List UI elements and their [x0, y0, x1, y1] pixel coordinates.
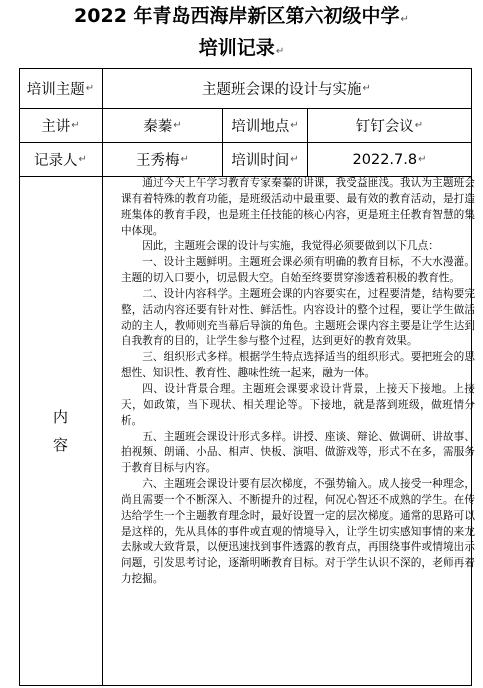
content-paragraph: 二、设计内容科学。主题班会课的内容要实在，过程要清楚，结构要完整，活动内容还要有针对性、鲜活性。内容设计的整个过程，要让学生做活动的主人，教师则充当幕后导演的角色。主题班会课内容主要是让学生达到自我教育的目的，让学生参与整个过程，达到更好的教育效果。 — [121, 287, 475, 348]
content-label-char-2: 容 — [52, 436, 68, 454]
content-paragraph: 一、设计主题鲜明。主题班会课必须有明确的教育目标，不大水漫灌。主题的切入口要小，切忌假大空。自始至终要贯穿渗透着积极的教育性。 — [121, 256, 475, 285]
paragraph-mark-icon: ↵ — [173, 120, 182, 131]
paragraph-mark-icon: ↵ — [275, 46, 285, 57]
content-paragraph: 六、主题班会课设计要有层次梯度，不强势输入。成人接受一种理念，尚且需要一个不断深入、不断提升的过程，何况心智还不成熟的学生。在传达给学生一个主题教育理念时，最好设置一定的层次梯度。通常的思路可以是这样的，先从具体的事件或直观的情境导入，让学生切实感知事情的来龙去脉或大致背景，以便迅速找到事件透露的教育点，再围绕事件或情境出示问题，引发思考讨论，逐渐明晰教育目标。对于学生认识不深的，老师再着力挖掘。 — [121, 478, 475, 586]
paragraph-mark-icon: ↵ — [290, 154, 299, 165]
content-label-char-1: 内 — [52, 408, 68, 426]
content-paragraph: 因此，主题班会课的设计与实施，我觉得必须要做到以下几点： — [142, 240, 439, 253]
content-paragraph: 通过今天上午学习教育专家秦蓁的讲课，我受益匪浅。我认为主题班会课有着特殊的教育功能，是班级活动中最重要、最有效的教育活动，是打造班集体的教育手段，也是班主任技能的核心内容，更是班主任教育智慧的集中体现。 — [121, 177, 475, 237]
content-paragraph: 三、组织形式多样。根据学生特点选择适当的组织形式。要把班会的思想性、知识性、教育性、趣味性统一起来，融为一体。 — [121, 351, 475, 380]
title-text-2: 培训记录 — [198, 37, 275, 59]
content-paragraph: 四、设计背景合理。主题班会课要求设计背景，上接天下接地。上接天，如政策，当下现状、相关理论等。下接地，就是落到班级，做班情分析。 — [121, 382, 475, 427]
paragraph-mark-icon: ↵ — [180, 154, 189, 165]
theme-label: 培训主题 ↵ — [26, 82, 95, 98]
paragraph-mark-icon: ↵ — [400, 14, 409, 25]
content-label — [19, 176, 102, 686]
paragraph-mark-icon: ↵ — [71, 120, 80, 131]
paragraph-mark-icon: ↵ — [290, 120, 299, 131]
recorder-value: 王秀梅 ↵ — [136, 153, 189, 169]
time-label: 培训时间 ↵ — [231, 153, 299, 169]
time-value: 2022.7.8 ↵ — [352, 151, 427, 168]
paragraph-mark-icon: ↵ — [78, 154, 87, 165]
paragraph-mark-icon: ↵ — [418, 154, 427, 165]
speaker-label: 主讲 ↵ — [41, 119, 80, 135]
recorder-label: 记录人 ↵ — [34, 153, 87, 169]
speaker-value: 秦蓁 ↵ — [143, 119, 182, 135]
title-text-1: 2022 年青岛西海岸新区第六初级中学 — [74, 5, 400, 27]
paragraph-mark-icon: ↵ — [414, 120, 424, 131]
place-label: 培训地点 ↵ — [231, 119, 299, 135]
training-content — [121, 176, 475, 686]
document-title-line-2 — [0, 36, 483, 64]
place-value: 钉钉会议 ↵ — [355, 119, 424, 135]
document-title-line-1 — [0, 4, 483, 32]
content-paragraph: 五、主题班会课设计形式多样。讲授、座谈、辩论、做调研、讲故事、拍视频、朗诵、小品、相声、快板、演唱、做游戏等，形式不在多，需服务于教育目标与内容。 — [121, 430, 475, 475]
theme-value: 主题班会课的设计与实施 ↵ — [202, 82, 371, 98]
paragraph-mark-icon: ↵ — [362, 83, 371, 94]
paragraph-mark-icon: ↵ — [85, 83, 95, 94]
